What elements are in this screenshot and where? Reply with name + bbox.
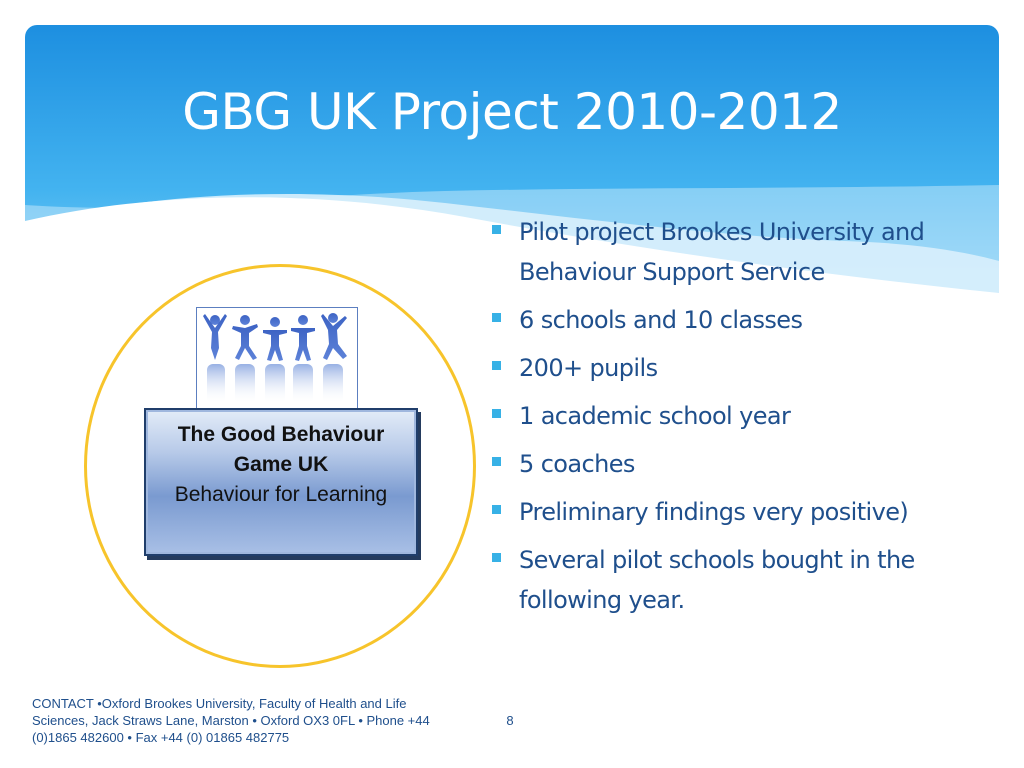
bullet-item	[490, 444, 970, 484]
square-bullet-icon	[492, 505, 501, 514]
bullet-text: Pilot project Brookes University and Behaviour Support Service	[519, 218, 925, 286]
bullet-text: 6 schools and 10 classes	[519, 306, 803, 334]
bullet-item	[490, 300, 970, 340]
square-bullet-icon	[492, 553, 501, 562]
page-number: 8	[506, 713, 514, 728]
bullet-item	[490, 348, 970, 388]
bullet-text: 5 coaches	[519, 450, 635, 478]
bullet-list	[490, 212, 970, 628]
bullet-item	[490, 540, 970, 620]
bullet-text: Several pilot schools bought in the following year.	[519, 546, 915, 614]
bullet-item	[490, 492, 970, 532]
bullet-item	[490, 396, 970, 436]
bullet-text: 200+ pupils	[519, 354, 658, 382]
square-bullet-icon	[492, 457, 501, 466]
slide-title: GBG UK Project 2010-2012	[182, 83, 842, 141]
callout-title: The Good Behaviour Game UK	[177, 423, 385, 476]
dancing-children-silhouettes-icon	[196, 307, 358, 411]
callout-subtitle: Behaviour for Learning	[174, 483, 388, 506]
bullet-item	[490, 212, 970, 292]
square-bullet-icon	[492, 225, 501, 234]
footer-contact: CONTACT •Oxford Brookes University, Faculty of Health and Life Sciences, Jack Straws Lane, Marston • Oxford OX3 0FL • Phone +44 (0)1865 482600 • Fax +44 (0) 01865 482775	[32, 696, 430, 745]
square-bullet-icon	[492, 409, 501, 418]
bullet-text: Preliminary findings very positive)	[519, 498, 909, 526]
callout-box	[144, 408, 418, 556]
bullet-text: 1 academic school year	[519, 402, 791, 430]
square-bullet-icon	[492, 361, 501, 370]
square-bullet-icon	[492, 313, 501, 322]
